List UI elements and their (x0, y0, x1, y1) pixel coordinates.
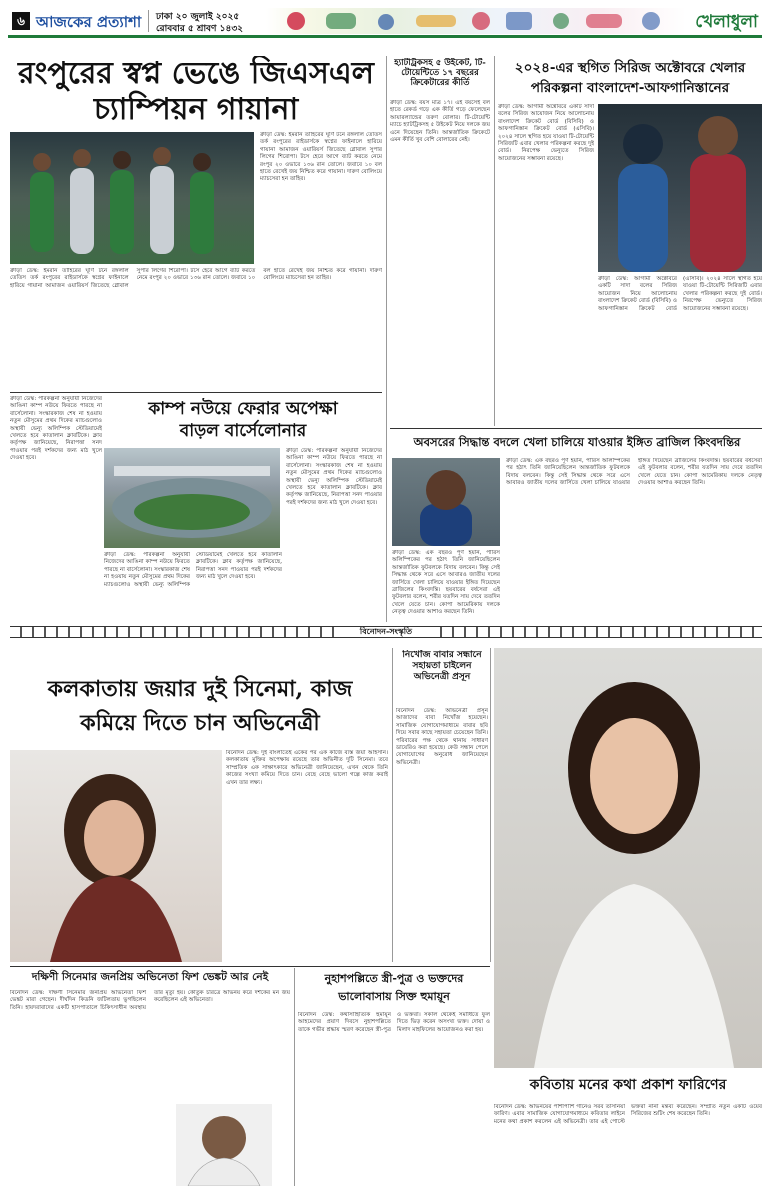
gsl-title-line-1: রংপুরের স্বপ্ন ভেঙে জিএসএল (18, 56, 374, 91)
sports-banner-graphic (266, 8, 686, 34)
jaya-title-line-2: কমিয়ে দিতে চান অভিনেত্রী (80, 710, 320, 736)
marta-headline: অবসরের সিদ্ধান্ত বদলে খেলা চালিয়ে যাওয়ার ইঙ্গিত ব্রাজিল কিংবদন্তির (413, 435, 741, 449)
bd-afg-cricketers-photo (598, 104, 762, 272)
farin-portrait-photo (494, 648, 762, 1068)
humayun-headline (298, 970, 490, 1010)
humayun-body: বিনোদন ডেস্ক: কথাসাহিত্যিক হুমায়ূন আহমেদের প্রয়াণ দিবসে নুহাশপল্লিতে তাকে গভীর শ্রদ্ধায় স্মরণ করেছেন স্ত্রী-পুত্র ও ভক্তরা। সকাল থেকেই সমাধিতে ফুল দিতে ভিড় করেন অসংখ্য ভক্ত। দোয়া ও মিলাদ মাহফিলের আয়োজনও করা হয়। (298, 1012, 490, 1033)
paper-name: আজকের প্রত্যাশা (36, 13, 142, 31)
date-line-2: রোববার ৫ শ্রাবণ ১৪৩২ (156, 24, 244, 34)
barcelona-body-right: ক্রীড়া ডেস্ক: পরিকল্পনা অনুযায়ী নিজেদের আঙিনা কাম্প নউয়ে ফিরতে পারছে না বার্সেলোনা। সংস্কারকাজ শেষ না হওয়ায় নতুন মৌসুমের প্রথম দিকের ম্যাচগুলোও অস্থায়ী ভেন্যু অলিম্পিক স্টেডিয়ামেই খেলতে হবে কাতালান ক্লাবটিকে। ক্লাব কর্তৃপক্ষ জানিয়েছে, নিরাপত্তা সনদ পাওয়ার পরই দর্শকদের জন্য মাঠ খুলে দেওয়া হবে। (286, 448, 382, 506)
entertainment-section-label: বিনোদন-সংস্কৃতি (336, 627, 436, 637)
gsl-title-line-2: চ্যাম্পিয়ন গায়ানা (93, 92, 299, 127)
barcelona-body-bottom: ক্রীড়া ডেস্ক: পরিকল্পনা অনুযায়ী নিজেদের আঙিনা কাম্প নউয়ে ফিরতে পারছে না বার্সেলোনা। সংস্কারকাজ শেষ না হওয়ায় নতুন মৌসুমের প্রথম দিকের ম্যাচগুলোও অস্থায়ী ভেন্যু অলিম্পিক স্টেডিয়ামেই খেলতে হবে কাতালান ক্লাবটিকে। ক্লাব কর্তৃপক্ষ জানিয়েছে, নিরাপত্তা সনদ পাওয়ার পরই দর্শকদের জন্য মাঠ খুলে দেওয়া হবে। (104, 552, 282, 588)
marta-portrait-photo (392, 458, 500, 546)
farin-headline: কবিতায় মনের কথা প্রকাশ ফারিণের (529, 1077, 727, 1093)
fish-venkat-body: বিনোদন ডেস্ক: দক্ষিণী সিনেমার জনপ্রিয় অভিনেতা ফিশ ভেঙ্কট মারা গেছেন। দীর্ঘদিন কিডনি জটিলতায় ভুগছিলেন তিনি। হায়দরাবাদের একটি হাসপাতালে চিকিৎসাধীন অবস্থায় তার মৃত্যু হয়। কৌতুক চরিত্রে অভিনয় করে দর্শকের মন জয় করেছিলেন এই অভিনেতা। (10, 990, 290, 1011)
masthead (8, 6, 762, 38)
prosun-headline: নিখোঁজ বাবার সন্ধানে সহায়তা চাইলেন অভিনেত্রী প্রসূন (402, 650, 482, 682)
bd-afg-body-left: ক্রীড়া ডেস্ক: আগামী অক্টোবরে একটি সাদা বলের সিরিজ আয়োজন নিয়ে আলোচনায় বাংলাদেশ ক্রিকেট বোর্ড (বিসিবি) ও আফগানিস্তান ক্রিকেট বোর্ড (এসিবি)। ২০২৪ সালে স্থগিত হয়ে যাওয়া টি-টোয়েন্টি সিরিজটি এবার খেলার পরিকল্পনা করছে দুই বোর্ড। নিরপেক্ষ ভেন্যুতে সিরিজ আয়োজনের সম্ভাবনা রয়েছে। (498, 104, 594, 162)
bd-afg-title-line-1: ২০২৪-এর স্থগিত সিরিজ অক্টোবরে খেলার (514, 60, 746, 76)
marta-body-under-photo: ক্রীড়া ডেস্ক: এক বছরও পূর্ণ হয়নি, পারিস অলিম্পিকের পর হঠাৎ তিনি জানিয়েছিলেন আন্তর্জাতিক ফুটবলকে বিদায় বলবেন। কিন্তু সেই সিদ্ধান্ত থেকে সরে এসে আবারও জাতীয় দলের জার্সিতে খেলা চালিয়ে যাওয়ার ইঙ্গিত দিয়েছেন ব্রাজিলের কিংবদন্তি। ছয়বারের বর্ষসেরা এই ফুটবলার বলেন, শরীর যতদিন সায় দেবে ততদিন খেলে যেতে চান। কোপা আমেরিকায় দলকে নেতৃত্ব দেওয়ার আশাও করছেন তিনি। (392, 550, 500, 616)
camp-nou-stadium-photo (104, 448, 280, 548)
barcelona-title-line-1: কাম্প নউয়ে ফেরার অপেক্ষা (148, 399, 338, 419)
jaya-headline (10, 672, 390, 744)
gsl-team-photo (10, 132, 254, 264)
barcelona-headline (104, 398, 382, 444)
bd-afg-title-line-2: পরিকল্পনা বাংলাদেশ-আফগানিস্তানের (530, 80, 730, 96)
barcelona-body-left: ক্রীড়া ডেস্ক: পরিকল্পনা অনুযায়ী নিজেদের আঙিনা কাম্প নউয়ে ফিরতে পারছে না বার্সেলোনা। সংস্কারকাজ শেষ না হওয়ায় নতুন মৌসুমের প্রথম দিকের ম্যাচগুলোও অস্থায়ী ভেন্যু অলিম্পিক স্টেডিয়ামেই খেলতে হবে কাতালান ক্লাবটিকে। ক্লাব কর্তৃপক্ষ জানিয়েছে, নিরাপত্তা সনদ পাওয়ার পরই দর্শকদের জন্য মাঠ খুলে দেওয়া হবে। (10, 396, 102, 462)
farin-body: বিনোদন ডেস্ক: অভিনয়ের পাশাপাশি গানেও সরব তাসনিয়া ফারিণ। এবার সামাজিক যোগাযোগমাধ্যমে কবিতার লাইনে মনের কথা প্রকাশ করলেন এই অভিনেত্রী। তার এই পোস্টে ভক্তরা নানা মন্তব্য করেছেন। সম্প্রতি নতুন একটি ওয়েব সিরিজের শুটিং শেষ করেছেন তিনি। (494, 1104, 762, 1125)
farin-headline-box (494, 1070, 762, 1100)
entertainment-divider (10, 626, 762, 638)
gsl-body-side: ক্রীড়া ডেস্ক: ইমরান তাহিরের ঘূর্ণি টনে রঙ্গলাল তেতিস তর্ক রংপুরের রাইডার্সকে স্বপ্নের ফাইনালে হারিয়ে গায়ানা আমাজন ওয়ারিয়র্স জিতেছে গ্লোবাল সুপার লিগের শিরোপা। টসে হেরে আগে ব্যাট করতে নেমে রংপুর ২০ ওভারে ১৩৬ রান তোলে। জবাবে ১০ বল হাতে রেখেই জয় নিশ্চিত করে গায়ানা। দারুণ বোলিংয়ে ম্যাচসেরা হন তাহির। (260, 132, 382, 183)
record-headline: হ্যাটট্রিকসহ ৫ উইকেট, টি-টোয়েন্টিতে ১৭ বছরের ক্রিকেটারের কীর্তি (394, 58, 486, 88)
jaya-body: বিনোদন ডেস্ক: দুই বাংলাতেই একের পর এক কাজে ব্যস্ত জয়া আহসান। কলকাতায় মুক্তির অপেক্ষায় রয়েছে তার অভিনীত দুটি সিনেমা। তবে সাম্প্রতিক এক সাক্ষাৎকারে অভিনেত্রী জানিয়েছেন, এখন থেকে তিনি কাজের সংখ্যা কমিয়ে দিতে চান। বেছে বেছে ভালো গল্পে কাজ করাই এখন তার লক্ষ্য। (226, 750, 388, 786)
jaya-title-line-1: কলকাতায় জয়ার দুই সিনেমা, কাজ (47, 676, 353, 702)
humayun-title-line-2: ভালোবাসায় সিক্ত হুমায়ূন (338, 990, 450, 1003)
prosun-body: বিনোদন ডেস্ক: অভিনেত্রী প্রসূন আজাদের বাবা নিখোঁজ হয়েছেন। সামাজিক যোগাযোগমাধ্যমে বাবার ছবি দিয়ে সবার কাছে সহায়তা চেয়েছেন তিনি। পরিবারের পক্ষ থেকে থানায় সাধারণ ডায়েরিও করা হয়েছে। কেউ সন্ধান পেলে যোগাযোগের অনুরোধ জানিয়েছেন অভিনেত্রী। (396, 708, 488, 766)
gsl-body: ক্রীড়া ডেস্ক: ইমরান তাহিরের ঘূর্ণি টনে রঙ্গলাল তেতিস তর্ক রংপুরের রাইডার্সকে স্বপ্নের ফাইনালে হারিয়ে গায়ানা আমাজন ওয়ারিয়র্স জিতেছে গ্লোবাল সুপার লিগের শিরোপা। টসে হেরে আগে ব্যাট করতে নেমে রংপুর ২০ ওভারে ১৩৬ রান তোলে। জবাবে ১০ বল হাতে রেখেই জয় নিশ্চিত করে গায়ানা। দারুণ বোলিংয়ে ম্যাচসেরা হন তাহির। (10, 268, 382, 289)
record-body: ক্রীড়া ডেস্ক: বয়স মাত্র ১৭। এই বয়সেই বল হাতে রেকর্ড গড়ে এক কীর্তি গড়ে ফেলেছেন আয়ারল্যান্ডের তরুণ বোলার। টি-টোয়েন্টি ম্যাচে হ্যাটট্রিকসহ ৫ উইকেট নিয়ে দলকে জয় এনে দিয়েছেন তিনি। আন্তর্জাতিক ক্রিকেটে এমন কীর্তি খুব বেশি বোলারের নেই। (390, 100, 490, 144)
barcelona-title-line-2: বাড়ল বার্সেলোনার (179, 421, 307, 441)
fish-venkat-headline: দক্ষিণী সিনেমার জনপ্রিয় অভিনেতা ফিশ ভেঙ্কট আর নেই (31, 971, 269, 983)
bd-afg-body-right: ক্রীড়া ডেস্ক: আগামী অক্টোবরে একটি সাদা বলের সিরিজ আয়োজন নিয়ে আলোচনায় বাংলাদেশ ক্রিকেট বোর্ড (বিসিবি) ও আফগানিস্তান ক্রিকেট বোর্ড (এসিবি)। ২০২৪ সালে স্থগিত হয়ে যাওয়া টি-টোয়েন্টি সিরিজটি এবার খেলার পরিকল্পনা করছে দুই বোর্ড। নিরপেক্ষ ভেন্যুতে সিরিজ আয়োজনের সম্ভাবনা রয়েছে। (598, 276, 762, 312)
date-line-1: ঢাকা ২০ জুলাই ২০২৫ (156, 12, 240, 22)
section-name: খেলাধুলা (695, 12, 758, 32)
bd-afg-headline (498, 58, 762, 102)
humayun-title-line-1: নুহাশপল্লিতে স্ত্রী-পুত্র ও ভক্তদের (324, 972, 464, 985)
marta-body: ক্রীড়া ডেস্ক: এক বছরও পূর্ণ হয়নি, পারিস অলিম্পিকের পর হঠাৎ তিনি জানিয়েছিলেন আন্তর্জাতিক ফুটবলকে বিদায় বলবেন। কিন্তু সেই সিদ্ধান্ত থেকে সরে এসে আবারও জাতীয় দলের জার্সিতে খেলা চালিয়ে যাওয়ার ইঙ্গিত দিয়েছেন ব্রাজিলের কিংবদন্তি। ছয়বারের বর্ষসেরা এই ফুটবলার বলেন, শরীর যতদিন সায় দেবে ততদিন খেলে যেতে চান। কোপা আমেরিকায় দলকে নেতৃত্ব দেওয়ার আশাও করছেন তিনি। (506, 458, 762, 487)
jaya-ahsan-photo (10, 750, 222, 962)
gsl-headline (10, 56, 382, 130)
page-number: ৬ (12, 12, 30, 30)
humayun-ahmed-photo (176, 1104, 272, 1186)
